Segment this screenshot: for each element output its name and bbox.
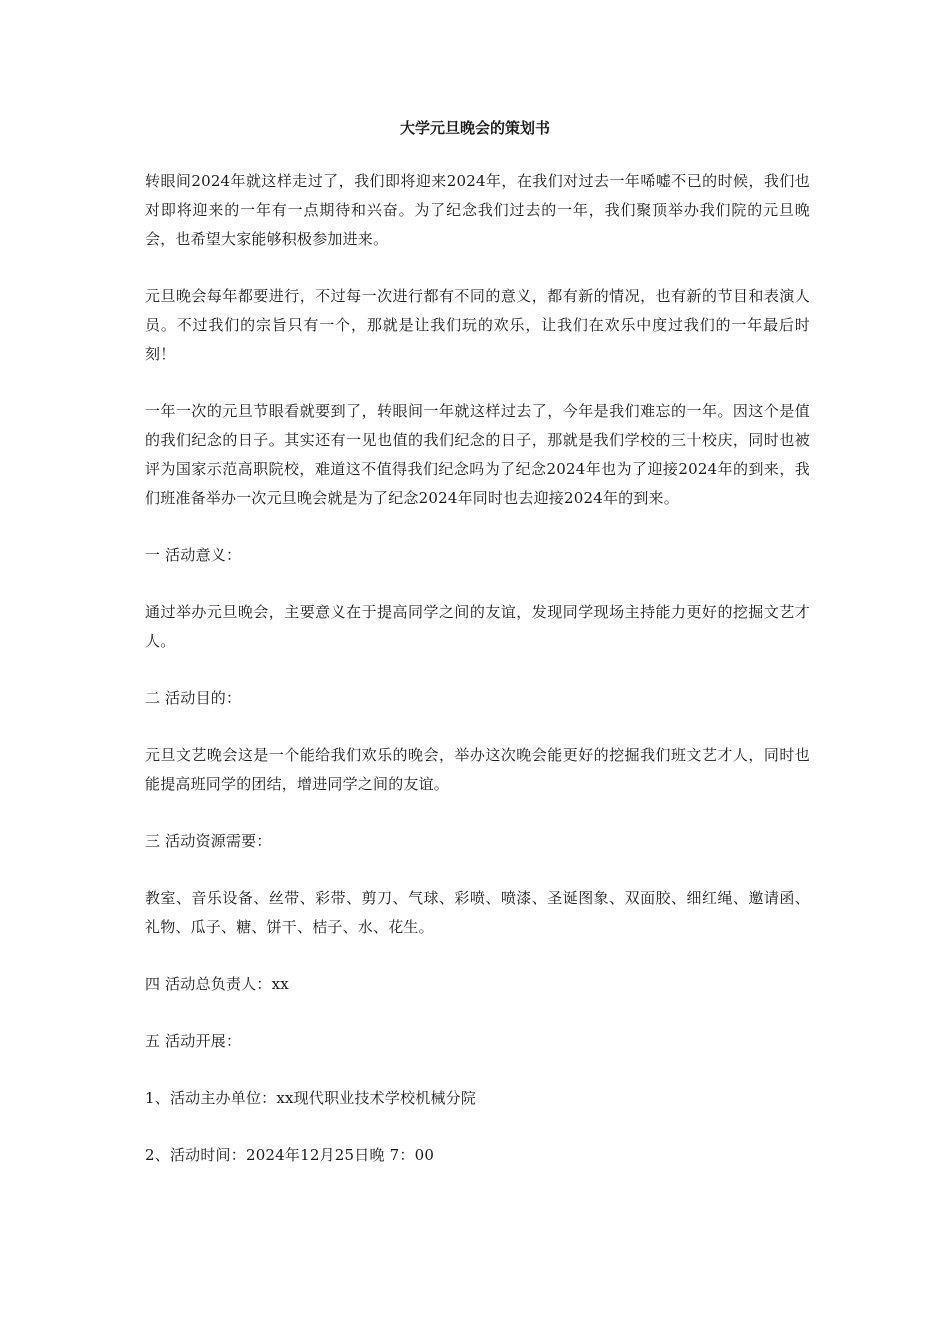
activity-item-organizer: 1、活动主办单位：xx现代职业技术学校机械分院 xyxy=(145,1089,477,1107)
section-text-resources: 教室、音乐设备、丝带、彩带、剪刀、气球、彩喷、喷漆、圣诞图象、双面胶、细红绳、邀请函、礼物、瓜子、糖、饼干、桔子、水、花生。 xyxy=(145,889,810,936)
section-heading-resources: 三 活动资源需要： xyxy=(145,832,272,850)
document-body xyxy=(145,167,810,1198)
intro-paragraph-2: 元旦晚会每年都要进行，不过每一次进行都有不同的意义，都有新的情况，也有新的节目和表演人员。不过我们的宗旨只有一个，那就是让我们玩的欢乐，让我们在欢乐中度过我们的一年最后时刻！ xyxy=(145,287,810,363)
section-heading-activity: 五 活动开展： xyxy=(145,1032,242,1050)
section-heading-person-in-charge: 四 活动总负责人：xx xyxy=(145,975,289,993)
intro-paragraph-1: 转眼间2024年就这样走过了，我们即将迎来2024年，在我们对过去一年唏嘘不已的时候，我们也对即将迎来的一年有一点期待和兴奋。为了纪念我们过去的一年，我们聚顶举办我们院的元旦晚会，也希望大家能够积极参加进来。 xyxy=(145,172,810,248)
section-text-significance: 通过举办元旦晚会，主要意义在于提高同学之间的友谊，发现同学现场主持能力更好的挖掘文艺才人。 xyxy=(145,603,810,650)
section-heading-purpose: 二 活动目的： xyxy=(145,689,242,707)
section-text-purpose: 元旦文艺晚会这是一个能给我们欢乐的晚会，举办这次晚会能更好的挖掘我们班文艺才人，同时也能提高班同学的团结，增进同学之间的友谊。 xyxy=(145,746,810,793)
activity-item-time: 2、活动时间：2024年12月25日晚 7：00 xyxy=(145,1146,435,1164)
intro-paragraph-3: 一年一次的元旦节眼看就要到了，转眼间一年就这样过去了，今年是我们难忘的一年。因这个是值的我们纪念的日子。其实还有一见也值的我们纪念的日子，那就是我们学校的三十校庆，同时也被评为国家示范高职院校，难道这不值得我们纪念吗为了纪念2024年也为了迎接2024年的到来，我们班准备举办一次元旦晚会就是为了纪念2024年同时也去迎接2024年的到来。 xyxy=(145,402,810,507)
section-heading-significance: 一 活动意义： xyxy=(145,546,242,564)
document-title: 大学元旦晚会的策划书 xyxy=(399,119,550,137)
